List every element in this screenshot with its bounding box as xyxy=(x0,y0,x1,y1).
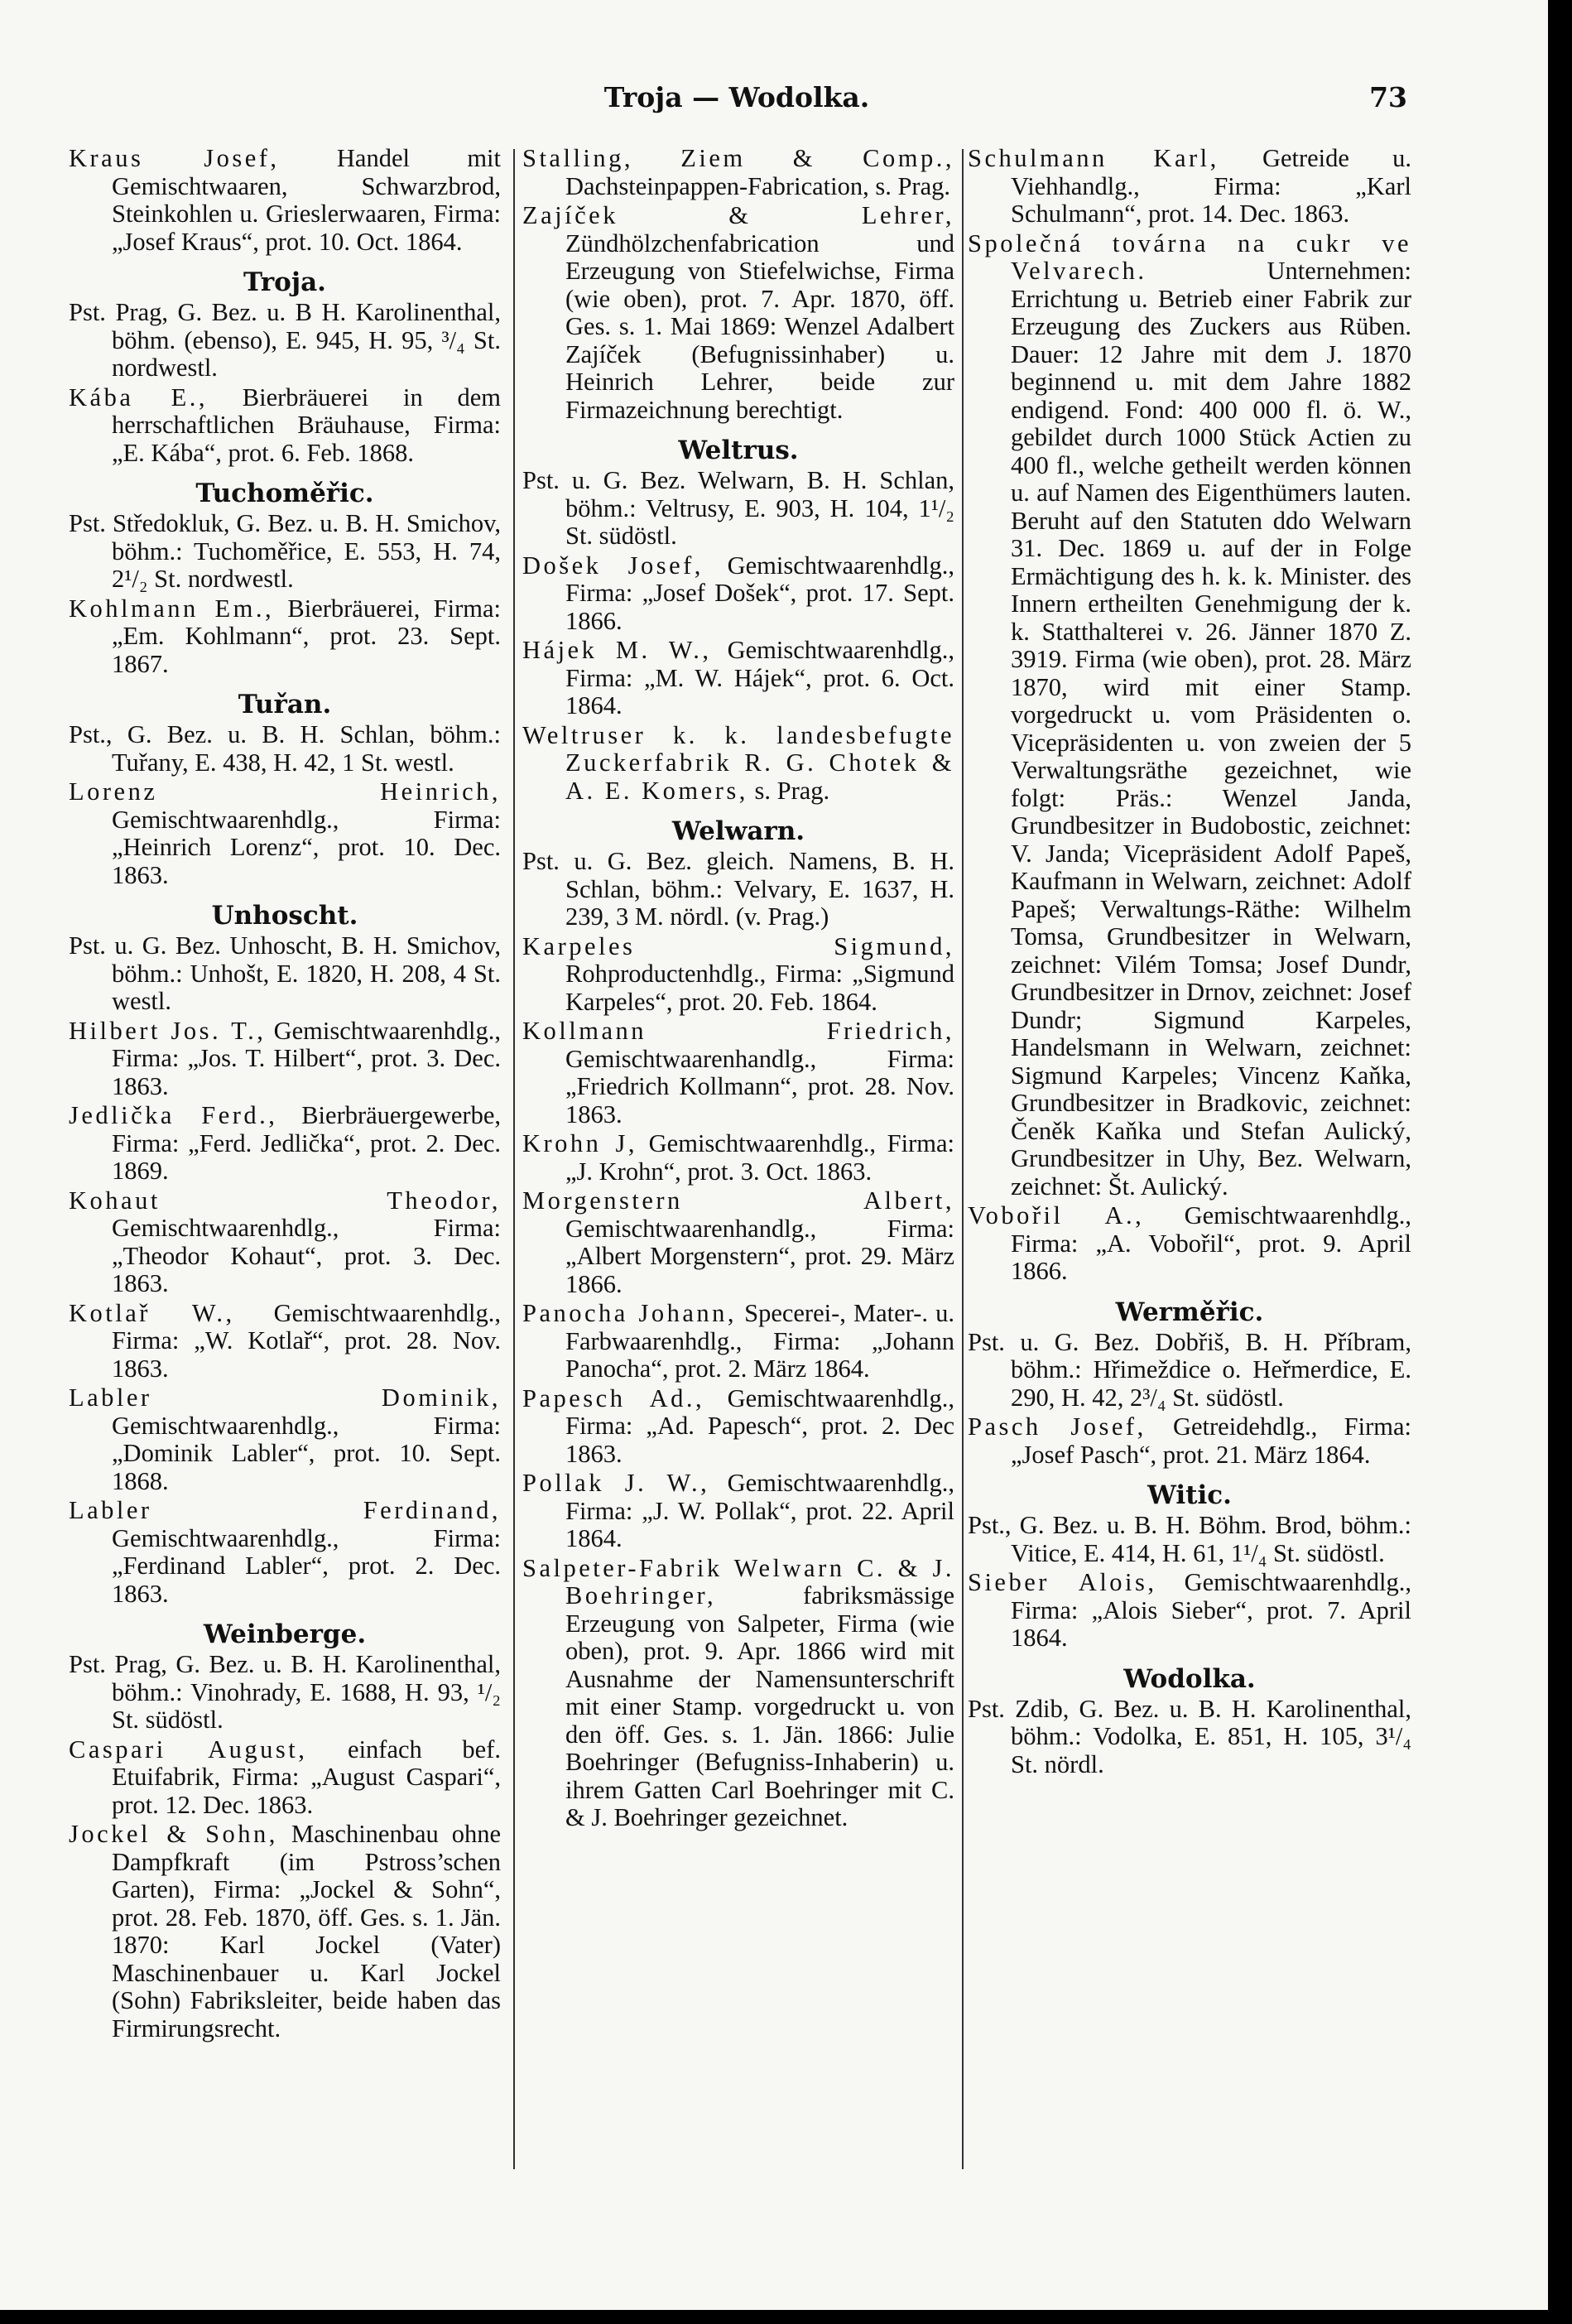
column-1 xyxy=(69,145,501,2198)
entry-text: Gemischtwaarenhdlg., Firma: „Heinrich Lorenz“, prot. 10. Dec. 1863. xyxy=(112,805,501,889)
entry-text: Bierbräuerei, Firma: „Em. Kohlmann“, prot. 23. Sept. 1867. xyxy=(112,594,501,678)
directory-entry xyxy=(968,1569,1411,1653)
entry-name: Hájek M. W., xyxy=(522,636,712,664)
entry-text: einfach bef. Etuifabrik, Firma: „August Caspari“, prot. 12. Dec. 1863. xyxy=(112,1735,502,1819)
entry-text: Rohproductenhdlg., Firma: „Sigmund Karpeles“, prot. 20. Feb. 1864. xyxy=(565,960,954,1016)
directory-entry xyxy=(522,145,954,200)
entry-name: Jedlička Ferd., xyxy=(69,1101,278,1129)
entry-name: Kotlař W., xyxy=(69,1298,235,1327)
place-info: Pst. u. G. Bez. Unhoscht, B. H. Smichov, böhm.: Unhošt, E. 1820, H. 208, 4 St. westl. xyxy=(69,931,501,1015)
place-heading: Unhoscht. xyxy=(211,901,358,931)
entry-text: Gemischtwaarenhandlg., Firma: „Friedrich Kollmann“, prot. 28. Nov. 1863. xyxy=(565,1044,954,1128)
directory-entry xyxy=(522,552,954,636)
directory-entry xyxy=(522,1555,954,1832)
directory-entry xyxy=(69,1384,501,1495)
column-2 xyxy=(522,145,954,2198)
entry-name: Vobořil A., xyxy=(968,1201,1145,1229)
entry-name: Salpeter-Fabrik Welwarn C. & J. Boehringer, xyxy=(522,1553,954,1609)
place-heading: Tuchoměřic. xyxy=(195,479,374,508)
directory-entry xyxy=(69,1018,501,1101)
directory-entry xyxy=(69,1300,501,1383)
entry-text: Gemischtwaarenhdlg., Firma: „Ad. Papesch“, prot. 2. Dec 1863. xyxy=(565,1383,954,1468)
entry-text: Gemischtwaarenhdlg., Firma: „Dominik Labler“, prot. 10. Sept. 1868. xyxy=(112,1411,501,1495)
entry-text: Gemischtwaarenhdlg., Firma: „Ferdinand Labler“, prot. 2. Dec. 1863. xyxy=(112,1523,501,1608)
entry-text: Gemischtwaarenhdlg., Firma: „Jos. T. Hilbert“, prot. 3. Dec. 1863. xyxy=(112,1016,501,1100)
directory-entry xyxy=(522,1018,954,1128)
entry-name: Stalling, Ziem & Comp., xyxy=(522,144,954,172)
entry-text: Zündhölzchenfabrication und Erzeugung von Stiefelwichse, Firma (wie oben), prot. 7. Apr. 1870, öff. Ges. s. 1. Mai 1869: Wenzel Adalbert Zajíček (Befugnissinhaber) u. Heinrich Lehrer, beide zur Firmazeichnung berechtigt. xyxy=(565,229,954,424)
entry-name: Kraus Josef, xyxy=(69,144,280,172)
place-heading: Troja. xyxy=(243,267,326,297)
entry-name: Krohn J, xyxy=(522,1129,638,1157)
directory-entry xyxy=(522,1385,954,1469)
entry-name: Morgenstern Albert, xyxy=(522,1186,954,1215)
entry-text: Gemischtwaarenhdlg., Firma: „J. Krohn“, prot. 3. Oct. 1863. xyxy=(565,1129,954,1186)
entry-text: Gemischtwaarenhdlg., Firma: „M. W. Hájek“, prot. 6. Oct. 1864. xyxy=(565,636,954,719)
place-info: Pst. Zdib, G. Bez. u. B. H. Karolinenthal, böhm.: Vodolka, E. 851, H. 105, 3¹/₄ St. nördl. xyxy=(968,1694,1411,1778)
entry-name: Labler Ferdinand, xyxy=(69,1496,501,1524)
entry-text: Specerei-, Mater-. u. Farbwaarenhdlg., Firma: „Johann Panocha“, prot. 2. März 1864. xyxy=(565,1299,954,1383)
entry-name: Karpeles Sigmund, xyxy=(522,931,954,960)
directory-entry xyxy=(69,145,501,256)
entry-name: Labler Dominik, xyxy=(69,1383,501,1412)
place-heading: Weinberge. xyxy=(203,1619,367,1649)
entry-name: Kohlmann Em., xyxy=(69,594,275,623)
entry-name: Pasch Josef, xyxy=(968,1412,1147,1441)
place-heading: Witic. xyxy=(1147,1480,1232,1510)
place-heading: Tuřan. xyxy=(238,690,332,719)
entry-name: Pollak J. W., xyxy=(522,1469,710,1497)
directory-entry xyxy=(522,202,954,424)
entry-text: fabriksmässige Erzeugung von Salpeter, Firma (wie oben), prot. 9. Apr. 1866 wird mit Ausnahme der Namensunterschrift mit einer Stamp. vorgedruckt u. von den öff. Ges. s. 1. Jän. 1866: Julie Boehringer (Befugniss-Inhaberin) u. ihrem Gatten Carl Boehringer mit C. & J. Boehringer gezeichnet. xyxy=(565,1581,954,1831)
entry-text: Bierbräuergewerbe, Firma: „Ferd. Jedlička“, prot. 2. Dec. 1869. xyxy=(112,1101,501,1185)
entry-name: Lorenz Heinrich, xyxy=(69,777,501,806)
entry-text: Maschinenbau ohne Dampfkraft (im Pstross’schen Garten), Firma: „Jockel & Sohn“, prot. 28. Feb. 1870, öff. Ges. s. 1. Jän. 1870: Karl Jockel (Vater) Maschinenbauer u. Karl Jockel (Sohn) Fabriksleiter, beide haben das Firmirungsrecht. xyxy=(112,1820,502,2043)
place-info: Pst., G. Bez. u. B. H. Schlan, böhm.: Tuřany, E. 438, H. 42, 1 St. westl. xyxy=(69,720,501,777)
directory-entry xyxy=(522,1130,954,1186)
entry-text: Gemischtwaarenhdlg., Firma: „W. Kotlař“, prot. 28. Nov. 1863. xyxy=(112,1298,501,1383)
page-number: 73 xyxy=(1369,81,1407,113)
entry-text: Handel mit Gemischtwaaren, Schwarzbrod, Steinkohlen u. Grieslerwaaren, Firma: „Josef Kraus“, prot. 10. Oct. 1864. xyxy=(112,144,501,256)
directory-entry xyxy=(968,230,1411,1201)
directory-entry xyxy=(69,1497,501,1608)
place-info: Pst. u. G. Bez. Dobřiš, B. H. Příbram, böhm.: Hřimeždice o. Heřmerdice, E. 290, H. 42, 2³/₄ St. südöstl. xyxy=(968,1327,1411,1412)
entry-text: Gemischtwaarenhdlg., Firma: „A. Vobořil“, prot. 9. April 1866. xyxy=(1011,1201,1411,1285)
place-heading: Werměřic. xyxy=(1115,1297,1264,1327)
place-heading: Weltrus. xyxy=(678,435,799,465)
entry-text: Gemischtwaarenhdlg., Firma: „J. W. Pollak“, prot. 22. April 1864. xyxy=(565,1469,954,1552)
entry-name: Společná továrna na cukr ve Velvarech. xyxy=(968,229,1411,285)
entry-name: Kába E., xyxy=(69,383,209,411)
entry-name: Jockel & Sohn, xyxy=(69,1820,278,1848)
directory-entry xyxy=(69,1102,501,1186)
entry-name: Zajíček & Lehrer, xyxy=(522,201,954,229)
entry-text: Gemischtwaarenhandlg., Firma: „Albert Morgenstern“, prot. 29. März 1866. xyxy=(565,1214,954,1298)
place-info: Pst., G. Bez. u. B. H. Böhm. Brod, böhm.: Vitice, E. 414, H. 61, 1¹/₄ St. südöstl. xyxy=(968,1511,1411,1567)
directory-entry xyxy=(69,1821,501,2043)
columns-container xyxy=(69,145,1411,2198)
place-info: Pst. u. G. Bez. Welwarn, B. H. Schlan, böhm.: Veltrusy, E. 903, H. 104, 1¹/₂ St. südöstl. xyxy=(522,466,954,550)
entry-name: Papesch Ad., xyxy=(522,1383,705,1412)
page-header-title: Troja — Wodolka. xyxy=(603,81,870,113)
directory-entry xyxy=(968,145,1411,229)
column-3 xyxy=(968,145,1411,2198)
entry-name: Caspari August, xyxy=(69,1735,308,1763)
entry-name: Sieber Alois, xyxy=(968,1568,1157,1596)
directory-entry xyxy=(69,384,501,468)
place-heading: Welwarn. xyxy=(671,816,805,846)
entry-name: Kohaut Theodor, xyxy=(69,1186,501,1215)
entry-text: Getreidehdlg., Firma: „Josef Pasch“, prot. 21. März 1864. xyxy=(1011,1412,1412,1469)
place-info: Pst. Prag, G. Bez. u. B. H. Karolinenthal, böhm.: Vinohrady, E. 1688, H. 93, ¹/₂ St. südöstl. xyxy=(69,1650,501,1734)
entry-text: Getreide u. Viehhandlg., Firma: „Karl Schulmann“, prot. 14. Dec. 1863. xyxy=(1011,144,1411,228)
entry-text: Gemischtwaarenhdlg., Firma: „Theodor Kohaut“, prot. 3. Dec. 1863. xyxy=(112,1214,501,1297)
place-info: Pst. Prag, G. Bez. u. B H. Karolinenthal, böhm. (ebenso), E. 945, H. 95, ³/₄ St. nordwestl. xyxy=(69,298,501,382)
entry-name: Došek Josef, xyxy=(522,551,704,580)
directory-entry xyxy=(968,1413,1411,1469)
entry-name: Kollmann Friedrich, xyxy=(522,1017,954,1045)
directory-entry xyxy=(522,933,954,1017)
directory-entry xyxy=(522,722,954,806)
entry-name: Schulmann Karl, xyxy=(968,144,1219,172)
directory-entry xyxy=(522,1300,954,1383)
entry-text: s. Prag. xyxy=(748,776,830,805)
directory-entry xyxy=(968,1202,1411,1286)
place-info: Pst. u. G. Bez. gleich. Namens, B. H. Schlan, böhm.: Velvary, E. 1637, H. 239, 3 M. nördl. (v. Prag.) xyxy=(522,847,954,931)
entry-text: Gemischtwaarenhdlg., Firma: „Josef Došek“, prot. 17. Sept. 1866. xyxy=(565,551,954,635)
directory-entry xyxy=(69,595,501,679)
entry-text: Unternehmen: Errichtung u. Betrieb einer Fabrik zur Erzeugung des Zuckers aus Rüben. Dauer: 12 Jahre mit dem J. 1870 beginnend u. mit dem Jahre 1882 endigend. Fond: 400 000 fl. ö. W., gebildet durch 1000 Stück Actien zu 400 fl., welche getheilt werden können u. auf Namen des Eigenthümers lauten. Beruht auf den Statuten ddo Welwarn 31. Dec. 1869 u. auf der in Folge Ermächtigung des h. k. k. Minister. des Innern ertheilten Genehmigung der k. k. Statthalterei v. 26. Jänner 1870 Z. 3919. Firma (wie oben), prot. 28. März 1870, wird mit einer Stamp. vorgedruckt u. vom Präsidenten o. Vicepräsidenten u. von zweien der 5 Verwaltungsräthe gezeichnet, wie folgt: Präs.: Wenzel Janda, Grundbesitzer in Budobostic, zeichnet: V. Janda; Vicepräsident Adolf Papeš, Kaufmann in Welwarn, zeichnet: Adolf Papeš; Verwaltungs-Räthe: Wilhelm Tomsa, Grundbesitzer in Welwarn, zeichnet: Vilém Tomsa; Josef Dundr, Grundbesitzer in Drnov, zeichnet: Josef Dundr; Sigmund Karpeles, Handelsmann in Welwarn, zeichnet: Sigmund Karpeles; Vincenz Kaňka, Grundbesitzer in Bradkovic, zeichnet: Čeněk Kaňka und Stefan Aulický, Grundbesitzer in Uhy, Bez. Welwarn, zeichnet: Št. Aulický. xyxy=(1011,257,1411,1200)
entry-name: Hilbert Jos. T., xyxy=(69,1016,267,1045)
directory-entry xyxy=(69,1736,501,1820)
directory-entry xyxy=(522,1470,954,1553)
entry-name: Panocha Johann, xyxy=(522,1299,737,1327)
directory-entry xyxy=(69,778,501,889)
place-heading: Wodolka. xyxy=(1123,1663,1256,1694)
entry-text: Bierbräuerei in dem herrschaftlichen Bräuhause, Firma: „E. Kába“, prot. 6. Feb. 1868. xyxy=(112,383,501,467)
place-info: Pst. Středokluk, G. Bez. u. B. H. Smichov, böhm.: Tuchoměřice, E. 553, H. 74, 2¹/₂ St. nordwestl. xyxy=(69,509,501,593)
entry-text: Gemischtwaarenhdlg., Firma: „Alois Sieber“, prot. 7. April 1864. xyxy=(1011,1568,1411,1652)
entry-name: Weltruser k. k. landesbefugte Zuckerfabrik R. G. Chotek & A. E. Komers, xyxy=(522,720,954,805)
directory-entry xyxy=(522,637,954,720)
directory-entry xyxy=(522,1187,954,1298)
entry-text: Dachsteinpappen-Fabrication, s. Prag. xyxy=(565,171,950,200)
directory-entry xyxy=(69,1187,501,1298)
